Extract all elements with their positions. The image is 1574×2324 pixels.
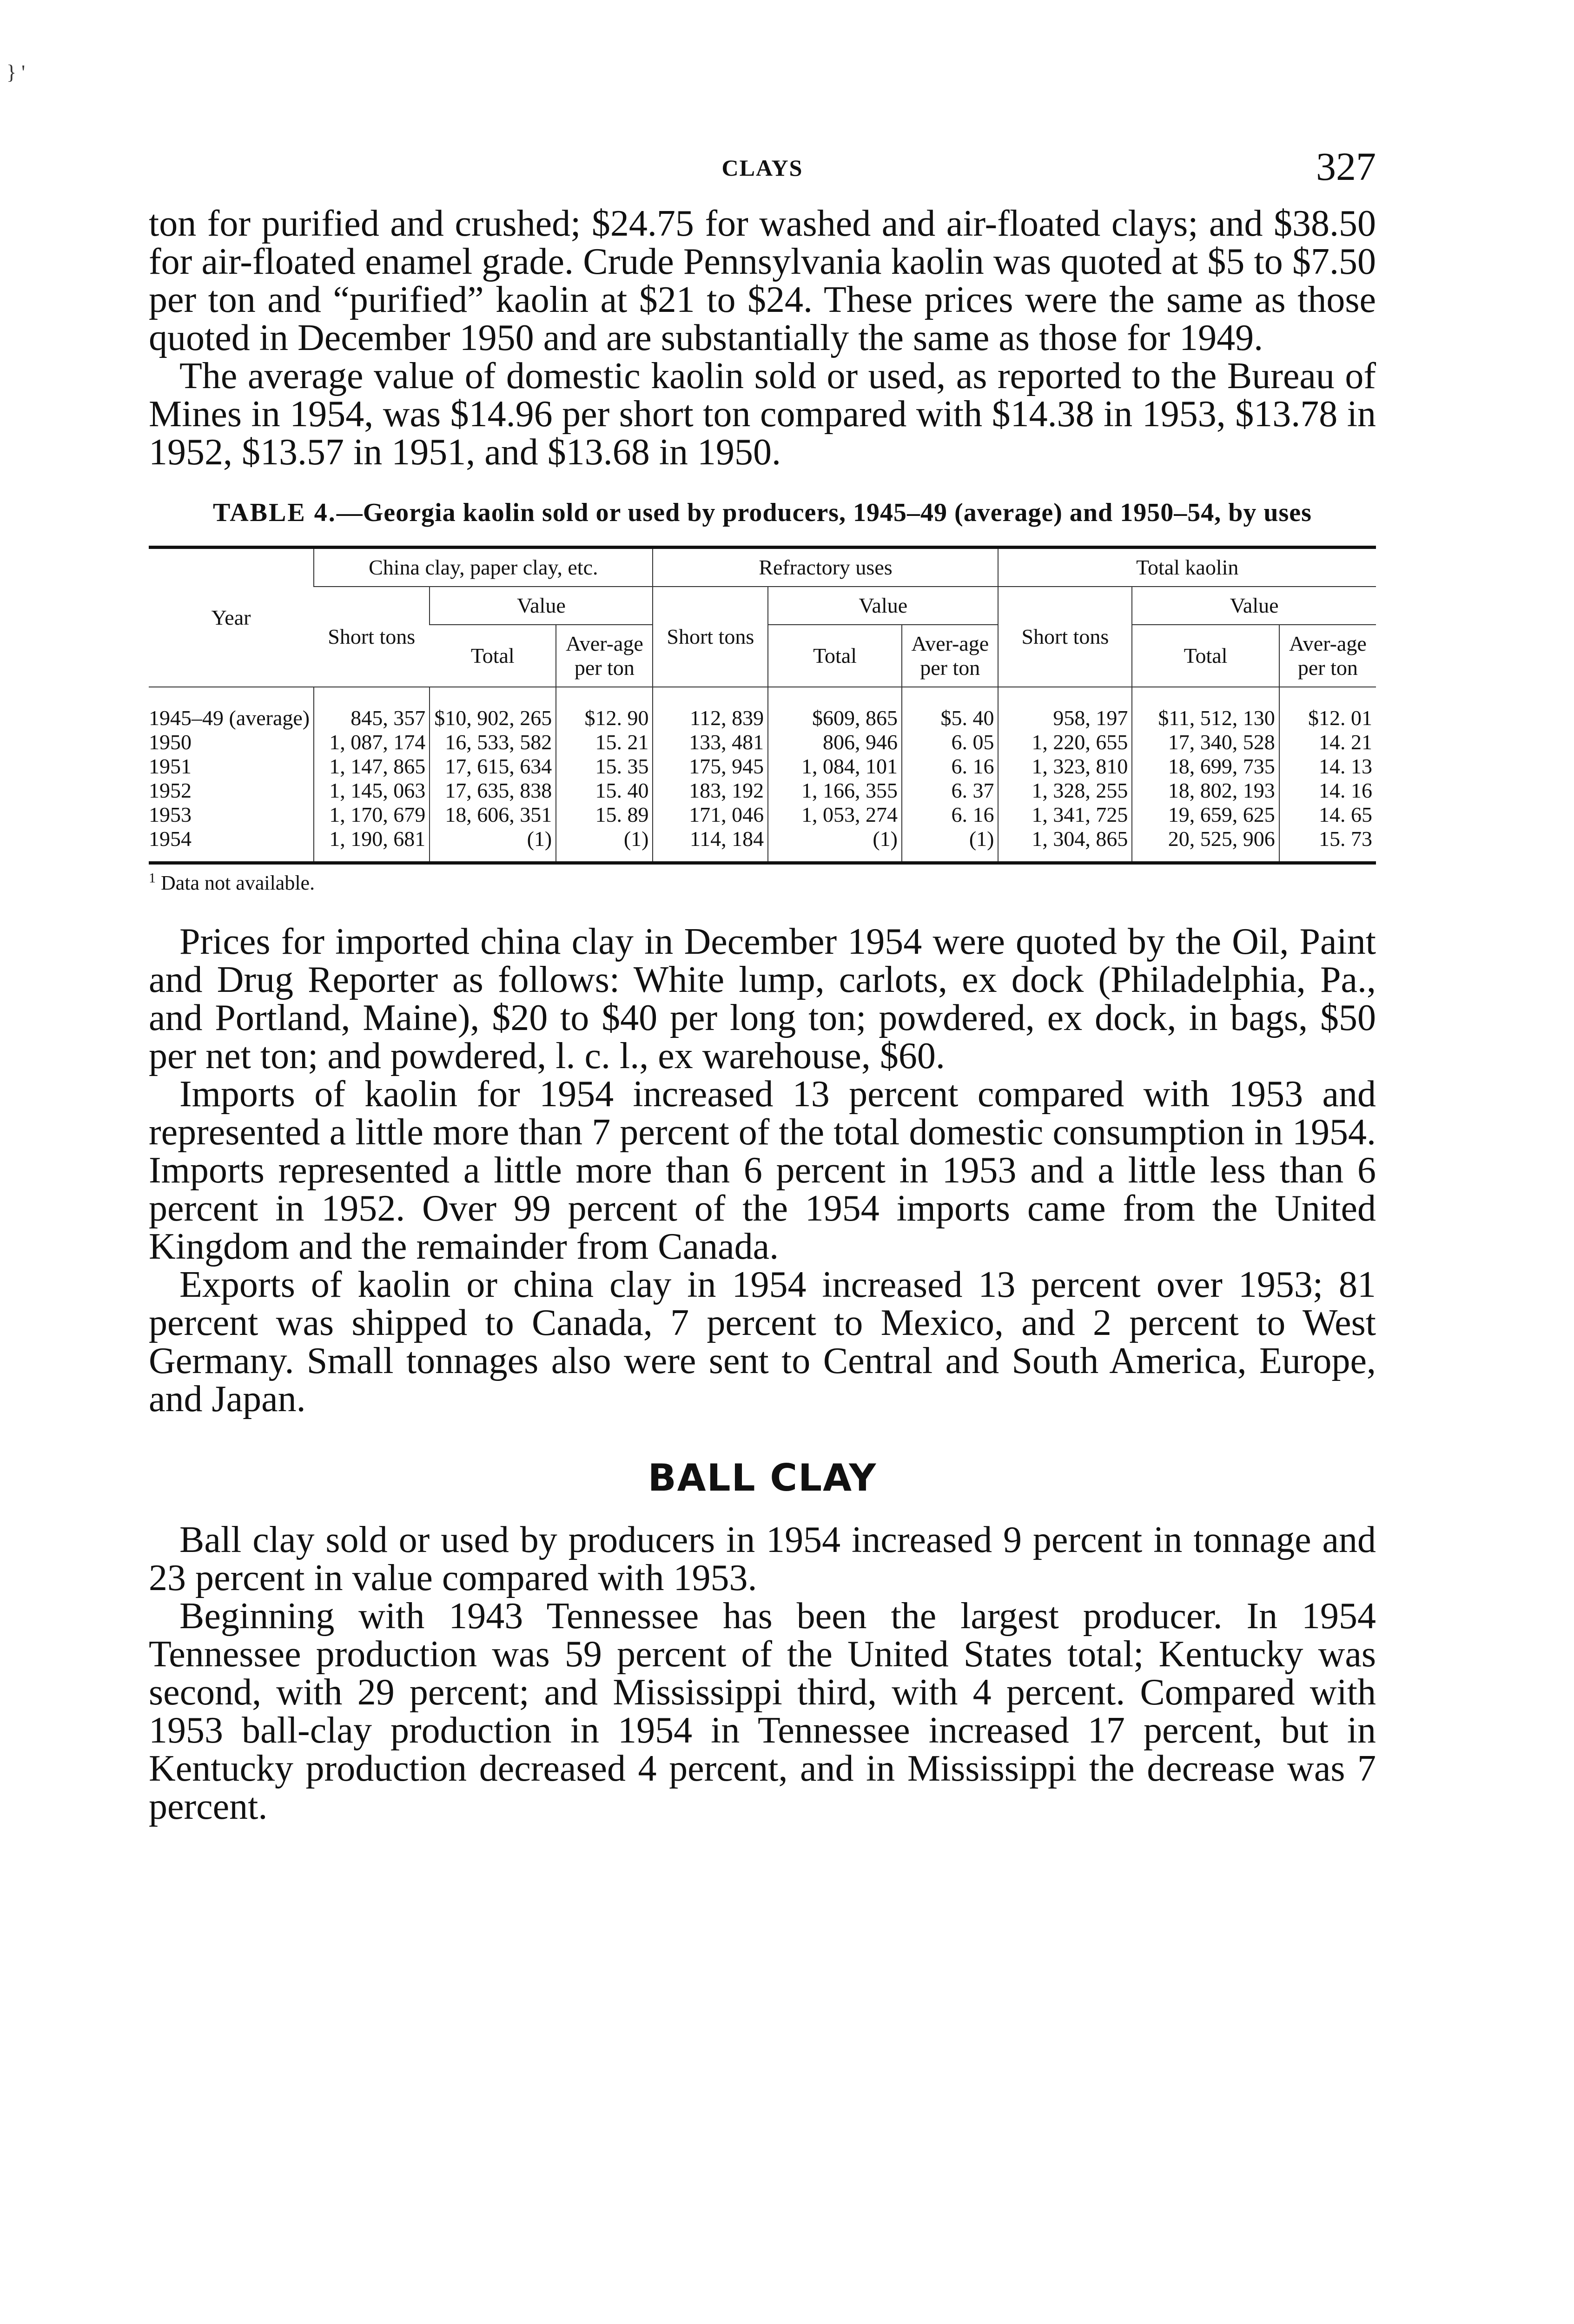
cell-refr-total: 1, 053, 274: [768, 803, 902, 827]
header-total-value: Value: [1132, 587, 1376, 625]
paragraph-ball-clay-summary: Ball clay sold or used by producers in 1954 increased 9 percent in tonnage and 23 percent in value compared with 1953.: [149, 1519, 1376, 1598]
cell-total-avg: 14. 21: [1279, 730, 1376, 754]
cell-china-total: 16, 533, 582: [430, 730, 556, 754]
cell-total-avg: 14. 16: [1279, 779, 1376, 803]
paragraph-imported-prices: Prices for imported china clay in December 1954 were quoted by the Oil, Paint and Drug Reporter as follows: White lump, carlots, ex dock (Philadelphia, Pa., and Portland, Maine), $20 to $40 per long ton; powdered, ex dock, in bags, $50 per net ton; and powdered, l. c. l., ex warehouse, $60.: [149, 921, 1376, 1076]
cell-total-avg: 14. 65: [1279, 803, 1376, 827]
cell-refr-avg: (1): [902, 827, 998, 863]
cell-china-avg: (1): [556, 827, 653, 863]
page-header: [149, 135, 1376, 205]
cell-refr-total: 806, 946: [768, 730, 902, 754]
header-refractory-value: Value: [768, 587, 998, 625]
header-total-total: Total: [1132, 625, 1279, 687]
cell-china-total: (1): [430, 827, 556, 863]
header-china-value: Value: [430, 587, 653, 625]
cell-total-tons: 1, 304, 865: [998, 827, 1132, 863]
header-refractory: Refractory uses: [653, 548, 998, 587]
table-row: [149, 754, 1376, 779]
header-refractory-average: Aver-age per ton: [902, 625, 998, 687]
table-row: [149, 803, 1376, 827]
cell-total-tons: 1, 328, 255: [998, 779, 1132, 803]
cell-refr-avg: 6. 37: [902, 779, 998, 803]
cell-china-avg: 15. 40: [556, 779, 653, 803]
cell-total-value: 17, 340, 528: [1132, 730, 1279, 754]
footnote-marker: 1: [149, 870, 156, 886]
paragraph-average-value: The average value of domestic kaolin sold or used, as reported to the Bureau of Mines in 1954, was $14.96 per short ton compared with $14.38 in 1953, $13.78 in 1952, $13.57 in 1951, and $13.68 in 1950.: [149, 356, 1376, 473]
cell-total-avg: $12. 01: [1279, 687, 1376, 730]
row-year: 1954: [149, 827, 192, 851]
cell-china-avg: 15. 21: [556, 730, 653, 754]
cell-total-avg: 15. 73: [1279, 827, 1376, 863]
cell-china-total: 17, 615, 634: [430, 754, 556, 779]
cell-refr-total: 1, 166, 355: [768, 779, 902, 803]
header-china-clay: China clay, paper clay, etc.: [314, 548, 653, 587]
cell-china-avg: 15. 89: [556, 803, 653, 827]
cell-total-value: 19, 659, 625: [1132, 803, 1279, 827]
cell-china-tons: 845, 357: [314, 687, 430, 730]
table-row: [149, 730, 1376, 754]
footnote-text: Data not available.: [161, 872, 315, 894]
paragraph-exports: Exports of kaolin or china clay in 1954 increased 13 percent over 1953; 81 percent was shipped to Canada, 7 percent to Mexico, and 2 percent to West Germany. Small tonnages also were sent to Central and South America, Europe, and Japan.: [149, 1264, 1376, 1419]
page: [149, 135, 1376, 1826]
header-year: Year: [149, 548, 314, 687]
cell-china-total: $10, 902, 265: [430, 687, 556, 730]
row-year: 1945–49 (average): [149, 706, 310, 730]
paragraph-imports: Imports of kaolin for 1954 increased 13 percent compared with 1953 and represented a little more than 7 percent of the total domestic consumption in 1954. Imports represented a little more than 6 percent in 1953 and a little less than 6 percent in 1952. Over 99 percent of the 1954 imports came from the United Kingdom and the remainder from Canada.: [149, 1074, 1376, 1267]
cell-refr-tons: 133, 481: [653, 730, 768, 754]
cell-total-avg: 14. 13: [1279, 754, 1376, 779]
table-row: [149, 687, 1376, 730]
header-china-short-tons: Short tons: [314, 587, 430, 687]
cell-refr-tons: 114, 184: [653, 827, 768, 863]
row-year: 1950: [149, 730, 192, 754]
cell-refr-avg: 6. 05: [902, 730, 998, 754]
header-total-kaolin: Total kaolin: [998, 548, 1376, 587]
row-year: 1953: [149, 803, 192, 826]
table-label: TABLE 4.: [213, 498, 337, 527]
cell-refr-avg: 6. 16: [902, 754, 998, 779]
header-refractory-total: Total: [768, 625, 902, 687]
table-row: [149, 779, 1376, 803]
table-row: [149, 827, 1376, 863]
header-total-short-tons: Short tons: [998, 587, 1132, 687]
header-total-average: Aver-age per ton: [1279, 625, 1376, 687]
cell-refr-tons: 175, 945: [653, 754, 768, 779]
row-year: 1952: [149, 779, 192, 802]
running-head: CLAYS: [721, 155, 803, 181]
cell-china-tons: 1, 170, 679: [314, 803, 430, 827]
cell-total-tons: 1, 323, 810: [998, 754, 1132, 779]
cell-china-tons: 1, 087, 174: [314, 730, 430, 754]
table-title: [149, 498, 1376, 527]
cell-refr-total: 1, 084, 101: [768, 754, 902, 779]
cell-china-avg: $12. 90: [556, 687, 653, 730]
paragraph-prices-continued: ton for purified and crushed; $24.75 for washed and air-floated clays; and $38.50 for air-floated enamel grade. Crude Pennsylvania kaolin was quoted at $5 to $7.50 per ton and “purified” kaolin at $21 to $24. These prices were the same as those quoted in December 1950 and are substantially the same as those for 1949.: [149, 203, 1376, 358]
cell-total-value: 18, 802, 193: [1132, 779, 1279, 803]
cell-total-value: 20, 525, 906: [1132, 827, 1279, 863]
cell-total-value: $11, 512, 130: [1132, 687, 1279, 730]
cell-total-tons: 1, 341, 725: [998, 803, 1132, 827]
cell-refr-total: (1): [768, 827, 902, 863]
header-china-total: Total: [430, 625, 556, 687]
cell-refr-tons: 183, 192: [653, 779, 768, 803]
cell-china-tons: 1, 145, 063: [314, 779, 430, 803]
row-year: 1951: [149, 754, 192, 778]
table-caption: —Georgia kaolin sold or used by producers, 1945–49 (average) and 1950–54, by uses: [336, 498, 1312, 527]
paragraph-ball-clay-producers: Beginning with 1943 Tennessee has been the largest producer. In 1954 Tennessee production was 59 percent of the United States total; Kentucky was second, with 29 percent; and Mississippi third, with 4 percent. Compared with 1953 ball-clay production in 1954 in Tennessee increased 17 percent, but in Kentucky production decreased 4 percent, and in Mississippi the decrease was 7 percent.: [149, 1596, 1376, 1827]
table-georgia-kaolin: [149, 546, 1376, 865]
cell-china-avg: 15. 35: [556, 754, 653, 779]
cell-refr-avg: 6. 16: [902, 803, 998, 827]
page-number: 327: [1316, 144, 1376, 189]
cell-total-tons: 1, 220, 655: [998, 730, 1132, 754]
cell-refr-total: $609, 865: [768, 687, 902, 730]
cell-china-tons: 1, 190, 681: [314, 827, 430, 863]
margin-mark: } ': [7, 61, 26, 84]
cell-refr-avg: $5. 40: [902, 687, 998, 730]
cell-refr-tons: 171, 046: [653, 803, 768, 827]
header-china-average: Aver-age per ton: [556, 625, 653, 687]
header-refractory-short-tons: Short tons: [653, 587, 768, 687]
cell-refr-tons: 112, 839: [653, 687, 768, 730]
cell-china-total: 17, 635, 838: [430, 779, 556, 803]
cell-total-value: 18, 699, 735: [1132, 754, 1279, 779]
cell-total-tons: 958, 197: [998, 687, 1132, 730]
table-footnote: [149, 871, 1376, 895]
cell-china-total: 18, 606, 351: [430, 803, 556, 827]
cell-china-tons: 1, 147, 865: [314, 754, 430, 779]
section-heading-ball-clay: BALL CLAY: [648, 1456, 877, 1499]
